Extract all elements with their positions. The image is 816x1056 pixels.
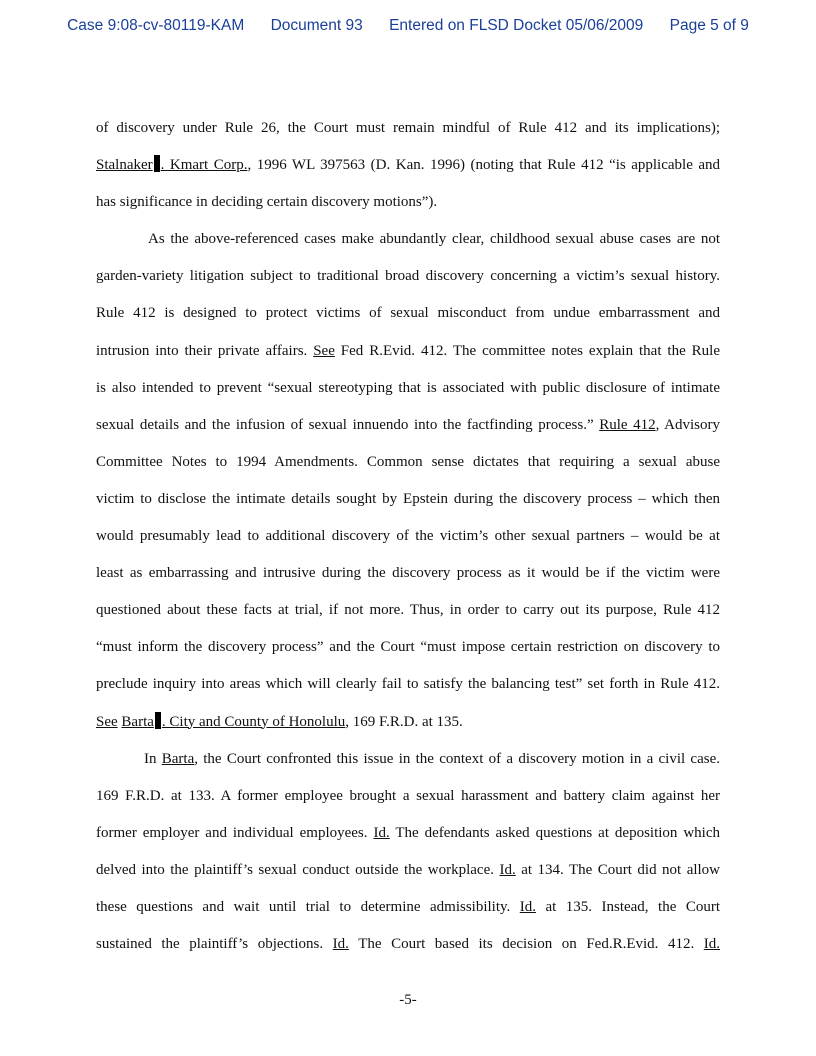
text-line: As the above-referenced cases make abundantly clear, childhood sexual abuse cases are not <box>148 231 720 248</box>
case-citation: Barta <box>161 750 195 767</box>
case-citation: . City and County of Honolulu <box>161 713 346 730</box>
case-number: Case 9:08-cv-80119-KAM <box>67 17 245 34</box>
text-segment: delved into the plaintiff’s sexual conduct outside the workplace. <box>96 861 494 878</box>
text-line <box>96 407 720 444</box>
text-line <box>96 333 720 370</box>
case-citation: Stalnaker <box>96 157 153 174</box>
text-line: of discovery under Rule 26, the Court must remain mindful of Rule 412 and its implications); <box>96 120 720 136</box>
text-line <box>96 815 720 852</box>
text-line: garden-variety litigation subject to traditional broad discovery concerning a victim’s sexual history. <box>96 268 720 285</box>
id-citation: Id. <box>703 936 721 953</box>
case-citation: . Kmart Corp. <box>160 157 248 174</box>
text-segment: The defendants asked questions at deposition which <box>395 824 720 841</box>
text-line <box>96 852 720 889</box>
paragraph-2 <box>96 221 720 740</box>
text-segment: The Court based its decision on Fed.R.Evid. 412. <box>358 936 695 953</box>
text-line <box>96 926 720 963</box>
rule-citation: Rule 412 <box>599 416 656 433</box>
paragraph-3 <box>96 741 720 964</box>
text-segment: intrusion into their private affairs. <box>96 342 308 359</box>
id-citation: Id. <box>499 861 516 878</box>
text-segment: sustained the plaintiff’s objections. <box>96 936 324 953</box>
signal-see: See <box>96 713 118 730</box>
id-citation: Id. <box>373 824 390 841</box>
page-indicator: Page 5 of 9 <box>669 17 749 34</box>
signal-see: See <box>313 342 335 359</box>
redaction-mark <box>155 712 161 729</box>
text-segment: at 135. Instead, the Court <box>545 898 720 915</box>
text-segment: these questions and wait until trial to determine admissibility. <box>96 898 511 915</box>
text-line: is also intended to prevent “sexual stereotyping that is associated with public disclosure of intimate <box>96 379 720 396</box>
text-segment: former employer and individual employees. <box>96 824 368 841</box>
text-segment: Fed R.Evid. 412. The committee notes explain that the Rule <box>340 342 720 359</box>
text-line: preclude inquiry into areas which will clearly fail to satisfy the balancing test” set forth in Rule 412. <box>96 676 720 693</box>
id-citation: Id. <box>519 898 537 915</box>
text-line: Rule 412 is designed to protect victims of sexual misconduct from undue embarrassment and <box>96 305 720 322</box>
text-line: least as embarrassing and intrusive during the discovery process as it would be if the victim were <box>96 565 720 582</box>
id-citation: Id. <box>332 936 349 953</box>
text-line: “must inform the discovery process” and the Court “must impose certain restriction on discovery to <box>96 639 720 656</box>
text-line <box>96 704 720 741</box>
text-segment: , the Court confronted this issue in the context of a discovery motion in a civil case. <box>194 750 720 767</box>
text-line: would presumably lead to additional discovery of the victim’s other sexual partners – would be at <box>96 528 720 545</box>
redaction-mark <box>154 155 160 172</box>
document-body <box>96 110 720 963</box>
text-line: questioned about these facts at trial, if not more. Thus, in order to carry out its purpose, Rule 412 <box>96 602 720 619</box>
text-line: has significance in deciding certain discovery motions”). <box>96 194 438 211</box>
docket-header <box>0 17 816 35</box>
text-line: Committee Notes to 1994 Amendments. Common sense dictates that requiring a sexual abuse <box>96 453 720 470</box>
text-line <box>96 741 720 778</box>
text-line <box>96 147 720 184</box>
text-segment: , Advisory <box>655 416 720 433</box>
text-segment: In <box>144 750 157 767</box>
text-segment: at 134. The Court did not allow <box>521 861 721 878</box>
text-line: victim to disclose the intimate details sought by Epstein during the discovery process – which then <box>96 490 720 507</box>
text-segment: sexual details and the infusion of sexual innuendo into the factfinding process.” <box>96 416 594 433</box>
text-line: 169 F.R.D. at 133. A former employee brought a sexual harassment and battery claim against her <box>96 787 720 804</box>
docket-entry-date: Entered on FLSD Docket 05/06/2009 <box>389 17 644 34</box>
case-citation: Barta <box>121 713 154 730</box>
text-segment: , 169 F.R.D. at 135. <box>345 713 463 730</box>
page-number: -5- <box>399 992 417 1008</box>
document-number: Document 93 <box>270 17 363 34</box>
paragraph-1 <box>96 110 720 221</box>
text-line <box>96 889 720 926</box>
text-segment: , 1996 WL 397563 (D. Kan. 1996) (noting that Rule 412 “is applicable and <box>247 157 720 174</box>
